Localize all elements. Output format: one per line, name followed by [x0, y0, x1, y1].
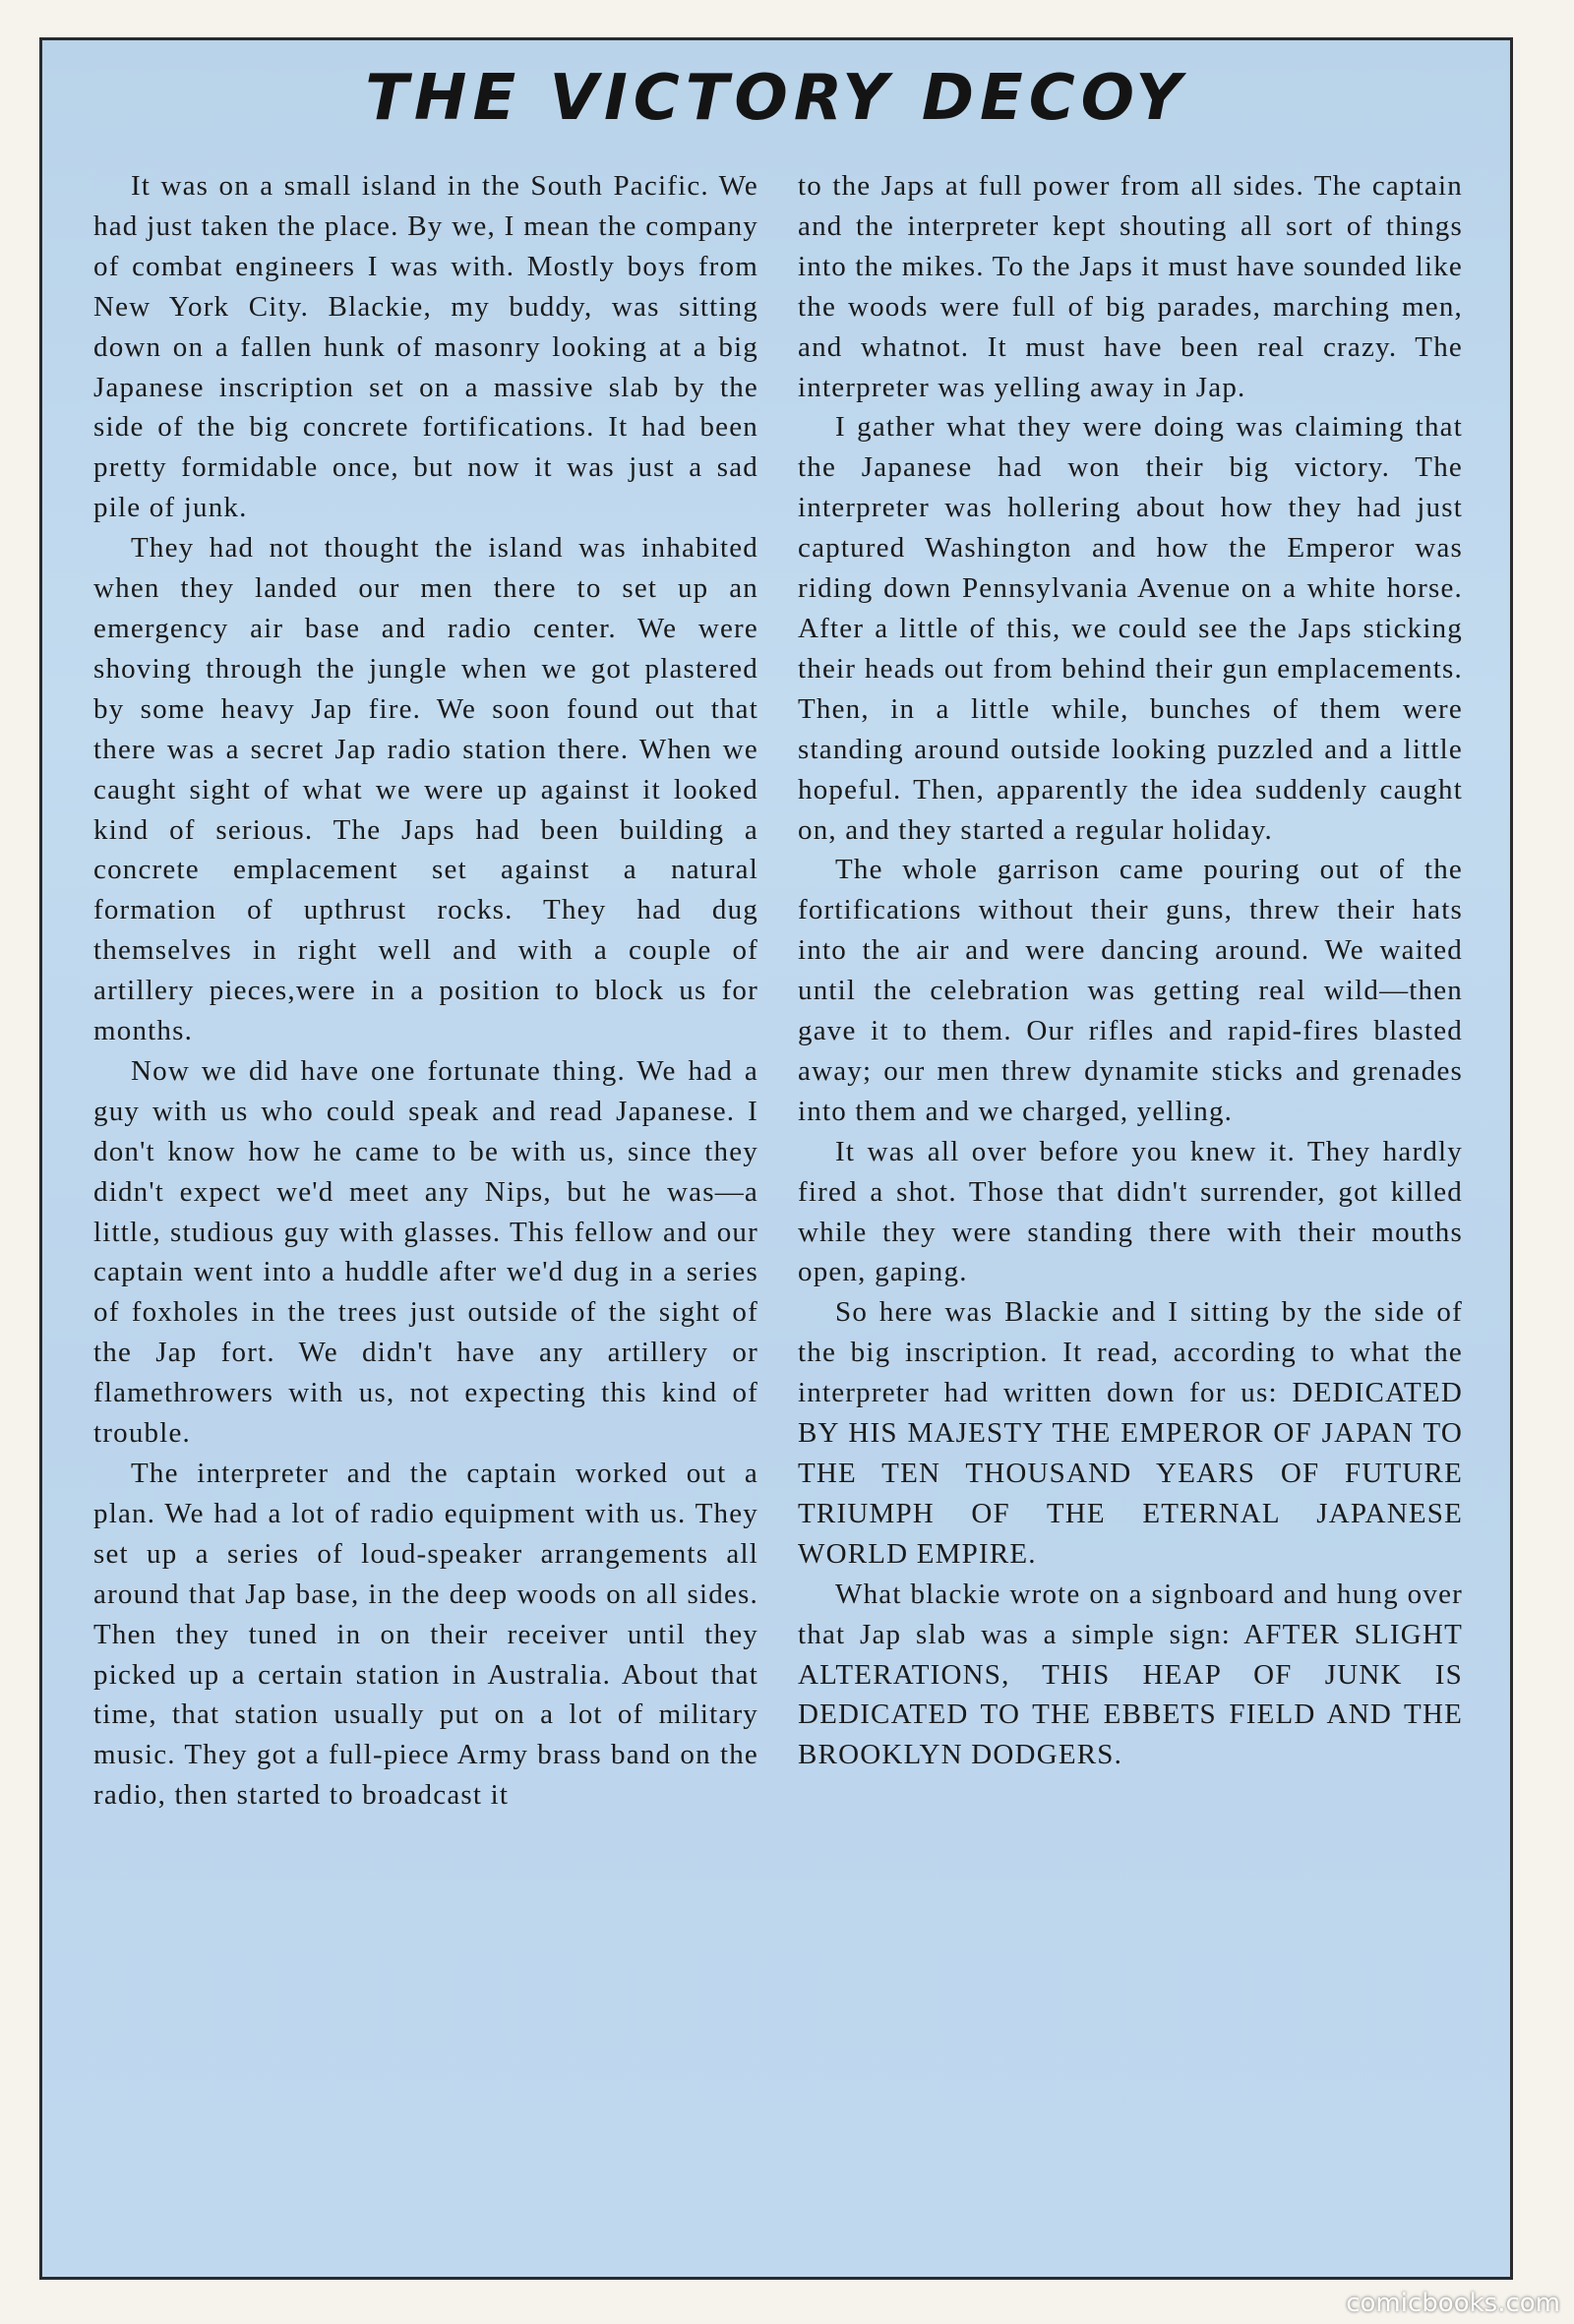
paragraph: They had not thought the island was inhabited when they landed our men there to set up an emergency air base and radio center. We were shoving through the jungle when we got plastered by some heavy Jap fire. We soon found out that there was a secret Jap radio station there. When we caught sight of what we were up against it looked kind of serious. The Japs had been building a concrete emplacement set against a natural formation of upthrust rocks. They had dug themselves in right well and with a couple of artillery pieces,were in a position to block us for months.	[93, 532, 758, 1047]
paragraph: It was on a small island in the South Pacific. We had just taken the place. By we, I mean the company of combat engineers I was with. Mostly boys from New York City. Blackie, my buddy, was sitting down on a fallen hunk of masonry looking at a big Japanese inscription set on a massive slab by the side of the big concrete fortifications. It had been pretty formidable once, but now it was just a sad pile of junk.	[93, 170, 758, 524]
right-column	[798, 166, 1463, 2249]
left-column	[93, 166, 758, 2249]
paragraph: I gather what they were doing was claiming that the Japanese had won their big victory. The interpreter was hollering about how they had just captured Washington and how the Emperor was riding down Pennsylvania Avenue on a white horse. After a little of this, we could see the Japs sticking their heads out from behind their gun emplacements. Then, in a little while, bunches of them were standing around outside looking puzzled and a little hopeful. Then, apparently the idea suddenly caught on, and they started a regular holiday.	[798, 411, 1463, 846]
paragraph: to the Japs at full power from all sides. The captain and the interpreter kept shouting all sort of things into the mikes. To the Japs it must have sounded like the woods were full of big parades, marching men, and whatnot. It must have been real crazy. The interpreter was yelling away in Jap.	[798, 170, 1463, 403]
site-watermark: comicbooks.com	[1346, 2289, 1560, 2318]
text-columns	[93, 166, 1463, 2249]
paragraph: So here was Blackie and I sitting by the side of the big inscription. It read, according to what the interpreter had written down for us: DEDICATED BY HIS MAJESTY THE EMPEROR OF JAPAN TO THE TEN THOUSAND YEARS OF FUTURE TRIUMPH OF THE ETERNAL JAPANESE WORLD EMPIRE.	[798, 1296, 1463, 1570]
paragraph: What blackie wrote on a signboard and hung over that Jap slab was a simple sign: AFTER SLIGHT ALTERATIONS, THIS HEAP OF JUNK IS DEDICATED TO THE EBBETS FIELD AND THE BROOKLYN DODGERS.	[798, 1578, 1463, 1771]
paragraph: The whole garrison came pouring out of the fortifications without their guns, threw their hats into the air and were dancing around. We waited until the celebration was getting real wild—then gave it to them. Our rifles and rapid-fires blasted away; our men threw dynamite sticks and grenades into them and we charged, yelling.	[798, 854, 1463, 1127]
article-title: THE VICTORY DECOY	[365, 62, 1187, 135]
paragraph: It was all over before you knew it. They hardly fired a shot. Those that didn't surrender, got killed while they were standing there with their mouths open, gaping.	[798, 1135, 1463, 1288]
story-panel	[39, 37, 1513, 2280]
paragraph: The interpreter and the captain worked out a plan. We had a lot of radio equipment with us. They set up a series of loud-speaker arrangements all around that Jap base, in the deep woods on all sides. Then they tuned in on their receiver until they picked up a certain station in Australia. About that time, that station usually put on a lot of military music. They got a full-piece Army brass band on the radio, then started to broadcast it	[93, 1458, 758, 1812]
paragraph: Now we did have one fortunate thing. We had a guy with us who could speak and read Japanese. I don't know how he came to be with us, since they didn't expect we'd meet any Nips, but he was—a little, studious guy with glasses. This fellow and our captain went into a huddle after we'd dug in a series of foxholes in the trees just outside of the sight of the Jap fort. We didn't have any artillery or flamethrowers with us, not expecting this kind of trouble.	[93, 1054, 758, 1450]
